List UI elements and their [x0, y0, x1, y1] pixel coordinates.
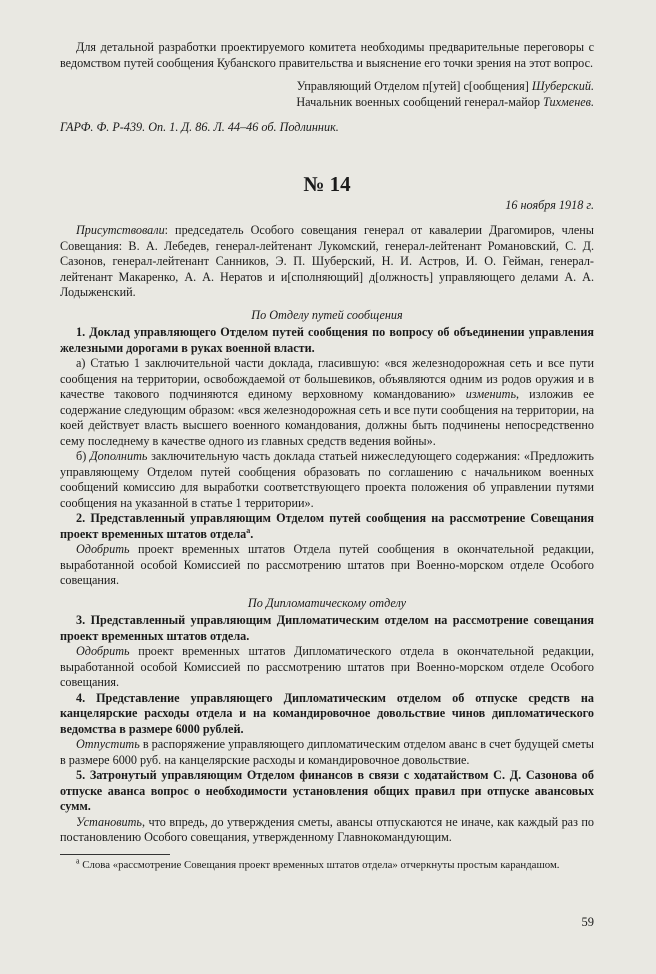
item-2-title-text: 2. Представленный управляющим Отделом путей сообщения на рассмотрение Совещания проект временных штатов отдела: [60, 511, 594, 541]
item-2-text: проект временных штатов Отдела путей сообщения в окончательной редакции, выработанной особой Комиссией по рассмотрению штатов при Военно-морском отделе Особого совещания.: [60, 542, 594, 587]
page-number: 59: [581, 915, 594, 929]
item-1-a-post: , изложив ее содержание следующим образом: «вся железнодорожная сеть и все пути сообщения на территории, на коей действует власть высшего военного командования, должны быть подчинены непосредственно сему последнему в качестве одного из главных средств ведения войны».: [60, 387, 595, 448]
item-1-a: [60, 356, 594, 449]
signature-line-1: [60, 79, 594, 95]
attendees-paragraph: [60, 223, 594, 301]
footnote-mark: а: [76, 855, 80, 865]
footnote-text: Слова «рассмотрение Совещания проект временных штатов отдела» отчеркнуты простым карандашом.: [79, 858, 560, 871]
item-1-b-verb: Дополнить: [89, 449, 148, 463]
item-5-decision: [60, 815, 594, 846]
item-5-text: , что впредь, до утверждения сметы, авансы отпускаются не иначе, как каждый раз по постановлению Особого совещания, утвержденному Главнокомандующим.: [60, 814, 594, 844]
section-heading-diplomatic: По Дипломатическому отделу: [247, 595, 407, 610]
intro-paragraph: Для детальной разработки проектируемого комитета необходимы предварительные переговоры с ведомством путей сообщения Кубанского правительства и выяснение его точки зрения на этот вопрос.: [60, 40, 594, 70]
signature-2-name: Тихменев.: [543, 94, 594, 109]
item-4-decision: [60, 737, 594, 768]
signature-line-2: [60, 95, 594, 111]
item-1-a-verb: изменить: [465, 387, 517, 401]
document-date: 16 ноября 1918 г.: [505, 197, 594, 212]
item-5-verb: Установить: [76, 814, 142, 829]
attendees-label: Присутствовали: [76, 223, 165, 237]
item-4-text: в распоряжение управляющего дипломатическим отделом аванс в счет будущей сметы в размере 6000 руб. на канцелярские расходы и командировочное довольствие.: [60, 737, 594, 767]
footnote: [60, 855, 594, 872]
section-heading-railways: По Отделу путей сообщения: [251, 307, 403, 322]
item-2-decision: [60, 542, 594, 589]
item-1-a-pre: а) Статью 1 заключительной части доклада, гласившую: «вся железнодорожная сеть и все пути сообщения на территории, освобождаемой от большевиков, объявляются одним из родов оружия и в качестве такового подчиняются единому верховному командованию»: [60, 356, 594, 401]
item-2-verb: Одобрить: [76, 542, 130, 556]
item-4-verb: Отпустить: [76, 737, 140, 751]
document-number: № 14: [303, 171, 351, 196]
attendees-text: : председатель Особого совещания генерал от кавалерии Драгомиров, члены Совещания: В. А. Лебедев, генерал-лейтенант Лукомский, генерал-лейтенант Романовский, С. Д. Сазонов, генерал-лейтенант Санников, Э. П. Шуберский, Н. И. Астров, И. О. Гейман, генерал-лейтенант Макаренко, А. А. Нератов и и[сполняющий] д[олжность] управляющего делами А. А. Лодыженский.: [60, 223, 594, 299]
archive-source: ГАРФ. Ф. Р-439. Оп. 1. Д. 86. Л. 44–46 об. Подлинник.: [60, 120, 339, 134]
signature-2-label: Начальник военных сообщений генерал-майор: [296, 94, 540, 109]
item-3-decision: [60, 644, 594, 691]
signature-1-name: Шуберский.: [531, 79, 594, 93]
item-4-title: 4. Представление управляющего Дипломатическим отделом об отпуске средств на канцелярские расходы отдела и на командировочное довольствие чинов дипломатического ведомства в размере 6000 рублей.: [60, 690, 594, 736]
item-3-verb: Одобрить: [76, 644, 130, 658]
item-2-title: 2. Представленный управляющим Отделом путей сообщения на рассмотрение Совещания проект временных штатов отдела$^а$.: [60, 511, 594, 541]
item-5-title: 5. Затронутый управляющим Отделом финансов в связи с ходатайством С. Д. Сазонова об отпуске аванса вопрос о необходимости установления общих правил при отпуске авансовых сумм.: [60, 768, 594, 813]
item-3-title: 3. Представленный управляющим Дипломатическим отделом на рассмотрение совещания проект временных штатов отдела.: [60, 613, 594, 643]
signature-1-label: Управляющий Отделом п[утей] с[ообщения]: [296, 79, 529, 93]
footnote-ref: а: [246, 525, 251, 535]
footnote-divider: [60, 854, 170, 855]
item-1-title: 1. Доклад управляющего Отделом путей сообщения по вопросу об объединении управления железными дорогами в руках военной власти.: [60, 325, 594, 355]
item-1-b: [60, 449, 594, 511]
signature-block: [60, 79, 594, 110]
item-1-b-pre: б): [76, 449, 90, 463]
item-1-b-post: заключительную часть доклада статьей нижеследующего содержания: «Предложить управляющему Отделом путей сообщения образовать по соглашению с начальником военных сообщений комиссию для выработки соответствующего проекта положения об управлении путями сообщения на указанной в статье 1 территории».: [60, 449, 594, 510]
item-3-text: проект временных штатов Дипломатического отдела в окончательной редакции, выработанной особой Комиссией по рассмотрению штатов при Военно-морском отделе Особого совещания.: [60, 644, 594, 689]
